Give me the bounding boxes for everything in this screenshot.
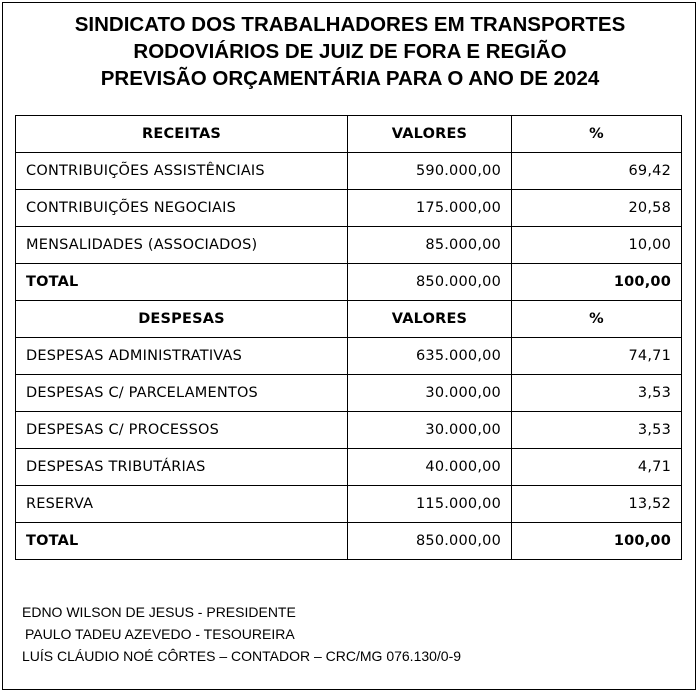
row-value: 175.000,00 bbox=[348, 190, 512, 227]
total-value: 850.000,00 bbox=[348, 523, 512, 560]
title-line-1: SINDICATO DOS TRABALHADORES EM TRANSPORTES bbox=[74, 13, 626, 36]
receitas-header-valores: VALORES bbox=[348, 116, 512, 153]
document-title bbox=[0, 11, 700, 92]
table-row bbox=[16, 338, 682, 375]
despesas-header-valores: VALORES bbox=[348, 301, 512, 338]
row-percent: 4,71 bbox=[512, 449, 682, 486]
signature-treasurer: PAULO TADEU AZEVEDO - TESOUREIRA bbox=[25, 626, 295, 642]
row-label: MENSALIDADES (ASSOCIADOS) bbox=[16, 227, 348, 264]
table-row bbox=[16, 375, 682, 412]
row-percent: 3,53 bbox=[512, 412, 682, 449]
signature-accountant: LUÍS CLÁUDIO NOÉ CÔRTES – CONTADOR – CRC/MG 076.130/0-9 bbox=[22, 648, 462, 664]
despesas-total-row bbox=[16, 523, 682, 560]
table-row bbox=[16, 412, 682, 449]
receitas-header-row bbox=[16, 116, 682, 153]
table-row bbox=[16, 449, 682, 486]
despesas-header-percent: % bbox=[512, 301, 682, 338]
row-value: 115.000,00 bbox=[348, 486, 512, 523]
budget-table bbox=[15, 115, 682, 560]
total-value: 850.000,00 bbox=[348, 264, 512, 301]
row-label: DESPESAS TRIBUTÁRIAS bbox=[16, 449, 348, 486]
row-value: 635.000,00 bbox=[348, 338, 512, 375]
row-value: 30.000,00 bbox=[348, 412, 512, 449]
table-row bbox=[16, 190, 682, 227]
receitas-total-row bbox=[16, 264, 682, 301]
title-line-2: RODOVIÁRIOS DE JUIZ DE FORA E REGIÃO bbox=[133, 40, 567, 63]
total-percent: 100,00 bbox=[512, 264, 682, 301]
receitas-header-label: RECEITAS bbox=[16, 116, 348, 153]
signature-president: EDNO WILSON DE JESUS - PRESIDENTE bbox=[22, 604, 296, 620]
total-label: TOTAL bbox=[16, 523, 348, 560]
total-label: TOTAL bbox=[16, 264, 348, 301]
table-row bbox=[16, 227, 682, 264]
row-value: 40.000,00 bbox=[348, 449, 512, 486]
total-percent: 100,00 bbox=[512, 523, 682, 560]
title-line-3: PREVISÃO ORÇAMENTÁRIA PARA O ANO DE 2024 bbox=[100, 67, 600, 90]
row-label: DESPESAS C/ PROCESSOS bbox=[16, 412, 348, 449]
signatures-block bbox=[22, 601, 461, 667]
row-label: CONTRIBUIÇÕES NEGOCIAIS bbox=[16, 190, 348, 227]
despesas-header-label: DESPESAS bbox=[16, 301, 348, 338]
row-percent: 69,42 bbox=[512, 153, 682, 190]
row-label: RESERVA bbox=[16, 486, 348, 523]
row-percent: 74,71 bbox=[512, 338, 682, 375]
row-percent: 10,00 bbox=[512, 227, 682, 264]
row-value: 30.000,00 bbox=[348, 375, 512, 412]
row-label: DESPESAS C/ PARCELAMENTOS bbox=[16, 375, 348, 412]
table-row bbox=[16, 153, 682, 190]
row-value: 590.000,00 bbox=[348, 153, 512, 190]
table-row bbox=[16, 486, 682, 523]
row-value: 85.000,00 bbox=[348, 227, 512, 264]
row-percent: 20,58 bbox=[512, 190, 682, 227]
row-percent: 13,52 bbox=[512, 486, 682, 523]
receitas-header-percent: % bbox=[512, 116, 682, 153]
row-label: CONTRIBUIÇÕES ASSISTÊNCIAIS bbox=[16, 153, 348, 190]
row-label: DESPESAS ADMINISTRATIVAS bbox=[16, 338, 348, 375]
row-percent: 3,53 bbox=[512, 375, 682, 412]
despesas-header-row bbox=[16, 301, 682, 338]
